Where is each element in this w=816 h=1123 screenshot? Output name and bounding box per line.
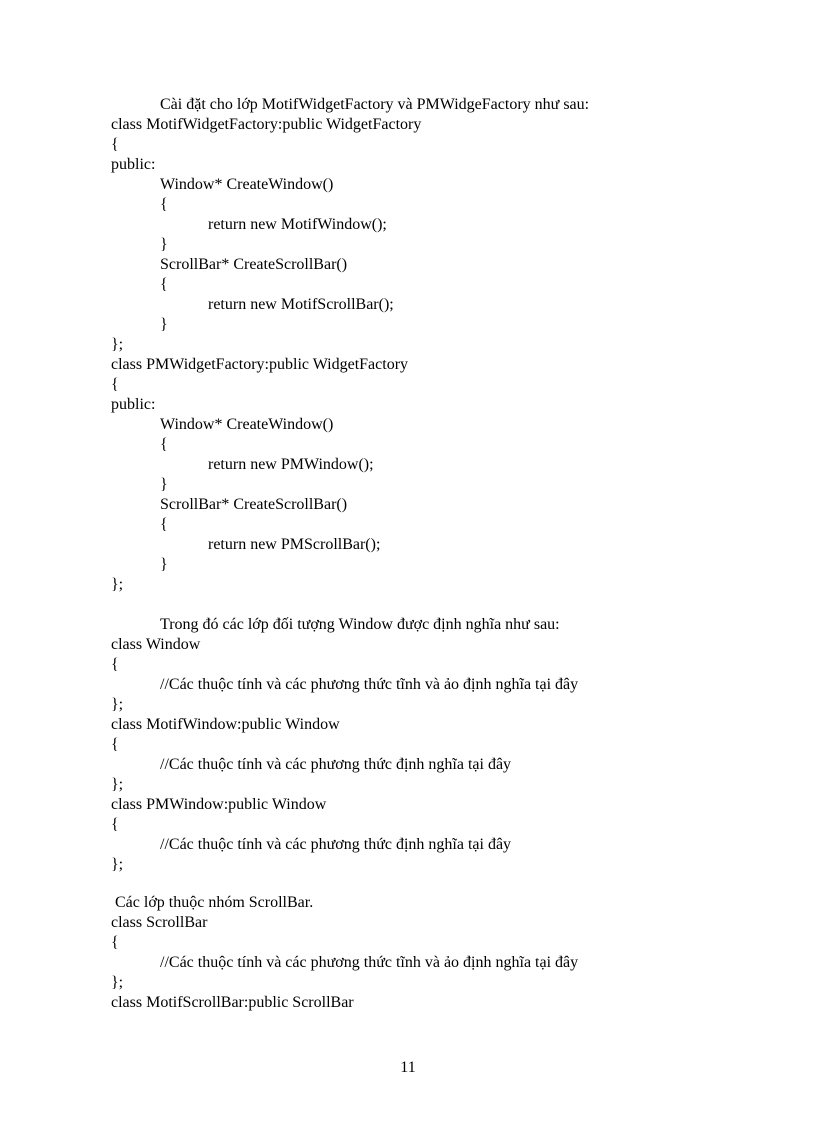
- code-line: };: [111, 576, 124, 593]
- code-line: {: [111, 816, 119, 833]
- code-line: class MotifWidgetFactory:public WidgetFactory: [111, 116, 422, 133]
- code-line: }: [160, 476, 168, 493]
- code-line: class Window: [111, 636, 201, 653]
- code-line: {: [160, 276, 168, 293]
- code-comment: //Các thuộc tính và các phương thức định nghĩa tại đây: [160, 756, 512, 773]
- code-line: class MotifScrollBar:public ScrollBar: [111, 994, 354, 1011]
- code-line: };: [111, 336, 124, 353]
- code-line: {: [111, 934, 119, 951]
- code-comment: //Các thuộc tính và các phương thức định nghĩa tại đây: [160, 836, 512, 853]
- code-comment: //Các thuộc tính và các phương thức tĩnh và ảo định nghĩa tại đây: [160, 676, 579, 693]
- code-line: class MotifWindow:public Window: [111, 716, 340, 733]
- intro-paragraph: Cài đặt cho lớp MotifWidgetFactory và PMWidgeFactory như sau:: [160, 96, 590, 113]
- code-line: {: [111, 376, 119, 393]
- code-line: }: [160, 236, 168, 253]
- code-line: };: [111, 856, 124, 873]
- code-line: {: [111, 656, 119, 673]
- code-line: class PMWindow:public Window: [111, 796, 327, 813]
- code-line: {: [160, 516, 168, 533]
- page-number: 11: [400, 1059, 416, 1076]
- code-line: return new PMScrollBar();: [208, 536, 381, 553]
- code-line: }: [160, 316, 168, 333]
- code-line: ScrollBar* CreateScrollBar(): [160, 496, 348, 513]
- code-line: public:: [111, 156, 156, 173]
- code-line: public:: [111, 396, 156, 413]
- window-intro-paragraph: Trong đó các lớp đối tượng Window được định nghĩa như sau:: [160, 616, 560, 633]
- code-line: Window* CreateWindow(): [160, 176, 334, 193]
- code-line: Window* CreateWindow(): [160, 416, 334, 433]
- code-comment: //Các thuộc tính và các phương thức tĩnh và ảo định nghĩa tại đây: [160, 954, 579, 971]
- code-line: class ScrollBar: [111, 914, 208, 931]
- code-line: ScrollBar* CreateScrollBar(): [160, 256, 348, 273]
- code-line: return new MotifScrollBar();: [208, 296, 394, 313]
- code-line: return new PMWindow();: [208, 456, 374, 473]
- code-line: class PMWidgetFactory:public WidgetFactory: [111, 356, 409, 373]
- code-line: return new MotifWindow();: [208, 216, 387, 233]
- code-line: {: [160, 196, 168, 213]
- code-line: {: [111, 136, 119, 153]
- scrollbar-intro-paragraph: Các lớp thuộc nhóm ScrollBar.: [115, 894, 314, 911]
- code-line: }: [160, 556, 168, 573]
- code-line: };: [111, 974, 124, 991]
- code-line: {: [111, 736, 119, 753]
- code-line: {: [160, 436, 168, 453]
- code-line: };: [111, 696, 124, 713]
- code-line: };: [111, 776, 124, 793]
